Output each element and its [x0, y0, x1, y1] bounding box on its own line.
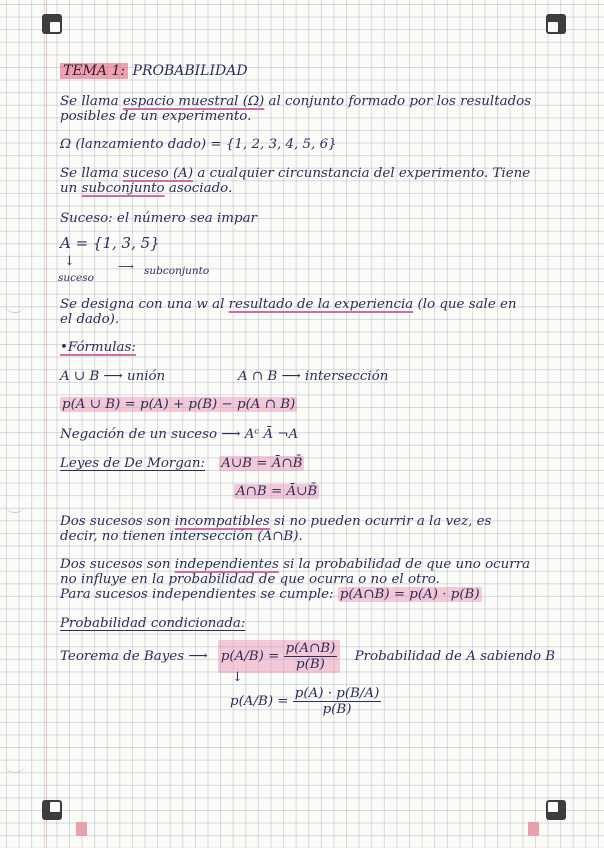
arrow-down-icon: ↓	[232, 670, 243, 685]
text: un	[60, 181, 82, 196]
text: si la probabilidad de que uno ocurra	[278, 557, 531, 572]
formulas-heading-text: •Fórmulas:	[60, 340, 136, 355]
sample-space-line-1	[60, 94, 531, 109]
arrow-right-icon: ⟶	[118, 260, 134, 273]
term-independent: independientes	[174, 557, 279, 572]
annotation-subconjunto: subconjunto	[144, 265, 210, 277]
formula2-numerator: p(A) · p(B/A)	[294, 686, 380, 701]
corner-mark-bottom-left	[42, 800, 62, 820]
arrow-down-icon: ↓	[64, 254, 75, 269]
text: Se llama	[60, 166, 123, 181]
formula2-fraction	[293, 686, 382, 717]
bayes-theorem-line	[60, 640, 555, 673]
text: asociado.	[164, 181, 233, 196]
term-event: suceso (A)	[122, 166, 194, 181]
text: a cualquier circunstancia del experimento. Tiene	[193, 166, 531, 181]
incompatible-line-1	[60, 514, 491, 529]
text: Para sucesos independientes se cumple:	[60, 587, 334, 602]
page-tab-right	[528, 822, 539, 836]
bayes-label: Teorema de Bayes ⟶	[60, 649, 208, 664]
binder-hole	[4, 760, 26, 773]
text: Dos sucesos son	[60, 557, 175, 572]
conditional-heading-text: Probabilidad condicionada:	[60, 616, 246, 631]
event-line-2	[60, 181, 232, 196]
formula2-lhs: p(A/B) =	[230, 694, 289, 709]
negation-label: Negación de un suceso ⟶	[60, 427, 241, 442]
term-sample-space: espacio muestral (Ω)	[122, 94, 265, 109]
independence-formula: p(A∩B) = p(A) · p(B)	[339, 587, 480, 602]
de-morgan-line-1	[60, 456, 304, 471]
annotation-suceso: suceso	[58, 272, 94, 284]
formula-union-probability	[60, 397, 297, 412]
sample-space-line-2: posibles de un experimento.	[60, 109, 252, 124]
bayes-formula	[218, 640, 341, 673]
binder-hole	[4, 300, 26, 313]
term-subset: subconjunto	[81, 181, 165, 196]
independent-line-2: no influye en la probabilidad de que ocurra o no el otro.	[60, 572, 440, 587]
formulas-heading	[60, 340, 136, 355]
binder-hole	[4, 500, 26, 513]
bayes-fraction	[284, 641, 338, 672]
corner-mark-top-right	[546, 14, 566, 34]
sample-space-example: Ω (lanzamiento dado) = {1, 2, 3, 4, 5, 6}	[60, 137, 337, 152]
independent-line-1	[60, 557, 530, 572]
formula2-denominator: p(B)	[322, 702, 352, 717]
bayes-description: Probabilidad de A sabiendo B	[354, 649, 556, 664]
text: Se designa con una w al	[60, 297, 229, 312]
formula-intersection: A ∩ B ⟶ intersección	[238, 369, 389, 384]
independent-line-3	[60, 587, 482, 602]
text: al conjunto formado por los resultados	[264, 94, 532, 109]
formula-union: A ∪ B ⟶ unión	[60, 369, 166, 384]
bayes-lhs: p(A/B) =	[220, 649, 280, 664]
incompatible-line-2: decir, no tienen intersección (A∩B).	[60, 529, 303, 544]
de-morgan-law-1: A∪B = Ā∩B̄	[221, 456, 303, 471]
corner-mark-top-left	[42, 14, 62, 34]
term-result: resultado de la experiencia	[228, 297, 414, 312]
event-example-label: Suceso: el número sea impar	[60, 211, 257, 226]
term-incompatible: incompatibles	[174, 514, 270, 529]
event-example-set: A = {1, 3, 5}	[60, 234, 160, 252]
highlighted-formula: p(A ∪ B) = p(A) + p(B) − p(A ∩ B)	[62, 397, 296, 412]
bayes-formula-2	[230, 686, 381, 717]
de-morgan-law-2: A∩B = Ā∪B̄	[236, 484, 318, 499]
designation-line-2: el dado).	[60, 312, 120, 327]
event-line-1	[60, 166, 530, 181]
text: si no pueden ocurrir a la vez, es	[269, 514, 492, 529]
page-tab-left	[76, 822, 87, 836]
topic-tag: TEMA 1:	[60, 63, 128, 79]
de-morgan-line-2	[234, 484, 319, 499]
text: (lo que sale en	[413, 297, 517, 312]
text: Se llama	[60, 94, 123, 109]
margin-line	[46, 0, 47, 848]
text: Dos sucesos son	[60, 514, 175, 529]
conditional-heading	[60, 616, 245, 631]
corner-mark-bottom-right	[546, 800, 566, 820]
bayes-numerator: p(A∩B)	[285, 641, 336, 656]
page-title	[60, 64, 248, 79]
topic-title: PROBABILIDAD	[132, 63, 248, 79]
designation-line-1	[60, 297, 517, 312]
formula-negation	[60, 427, 298, 442]
negation-forms: Aᶜ Ā ¬A	[244, 427, 299, 442]
de-morgan-label: Leyes de De Morgan:	[60, 456, 205, 471]
bayes-denominator: p(B)	[296, 657, 325, 672]
